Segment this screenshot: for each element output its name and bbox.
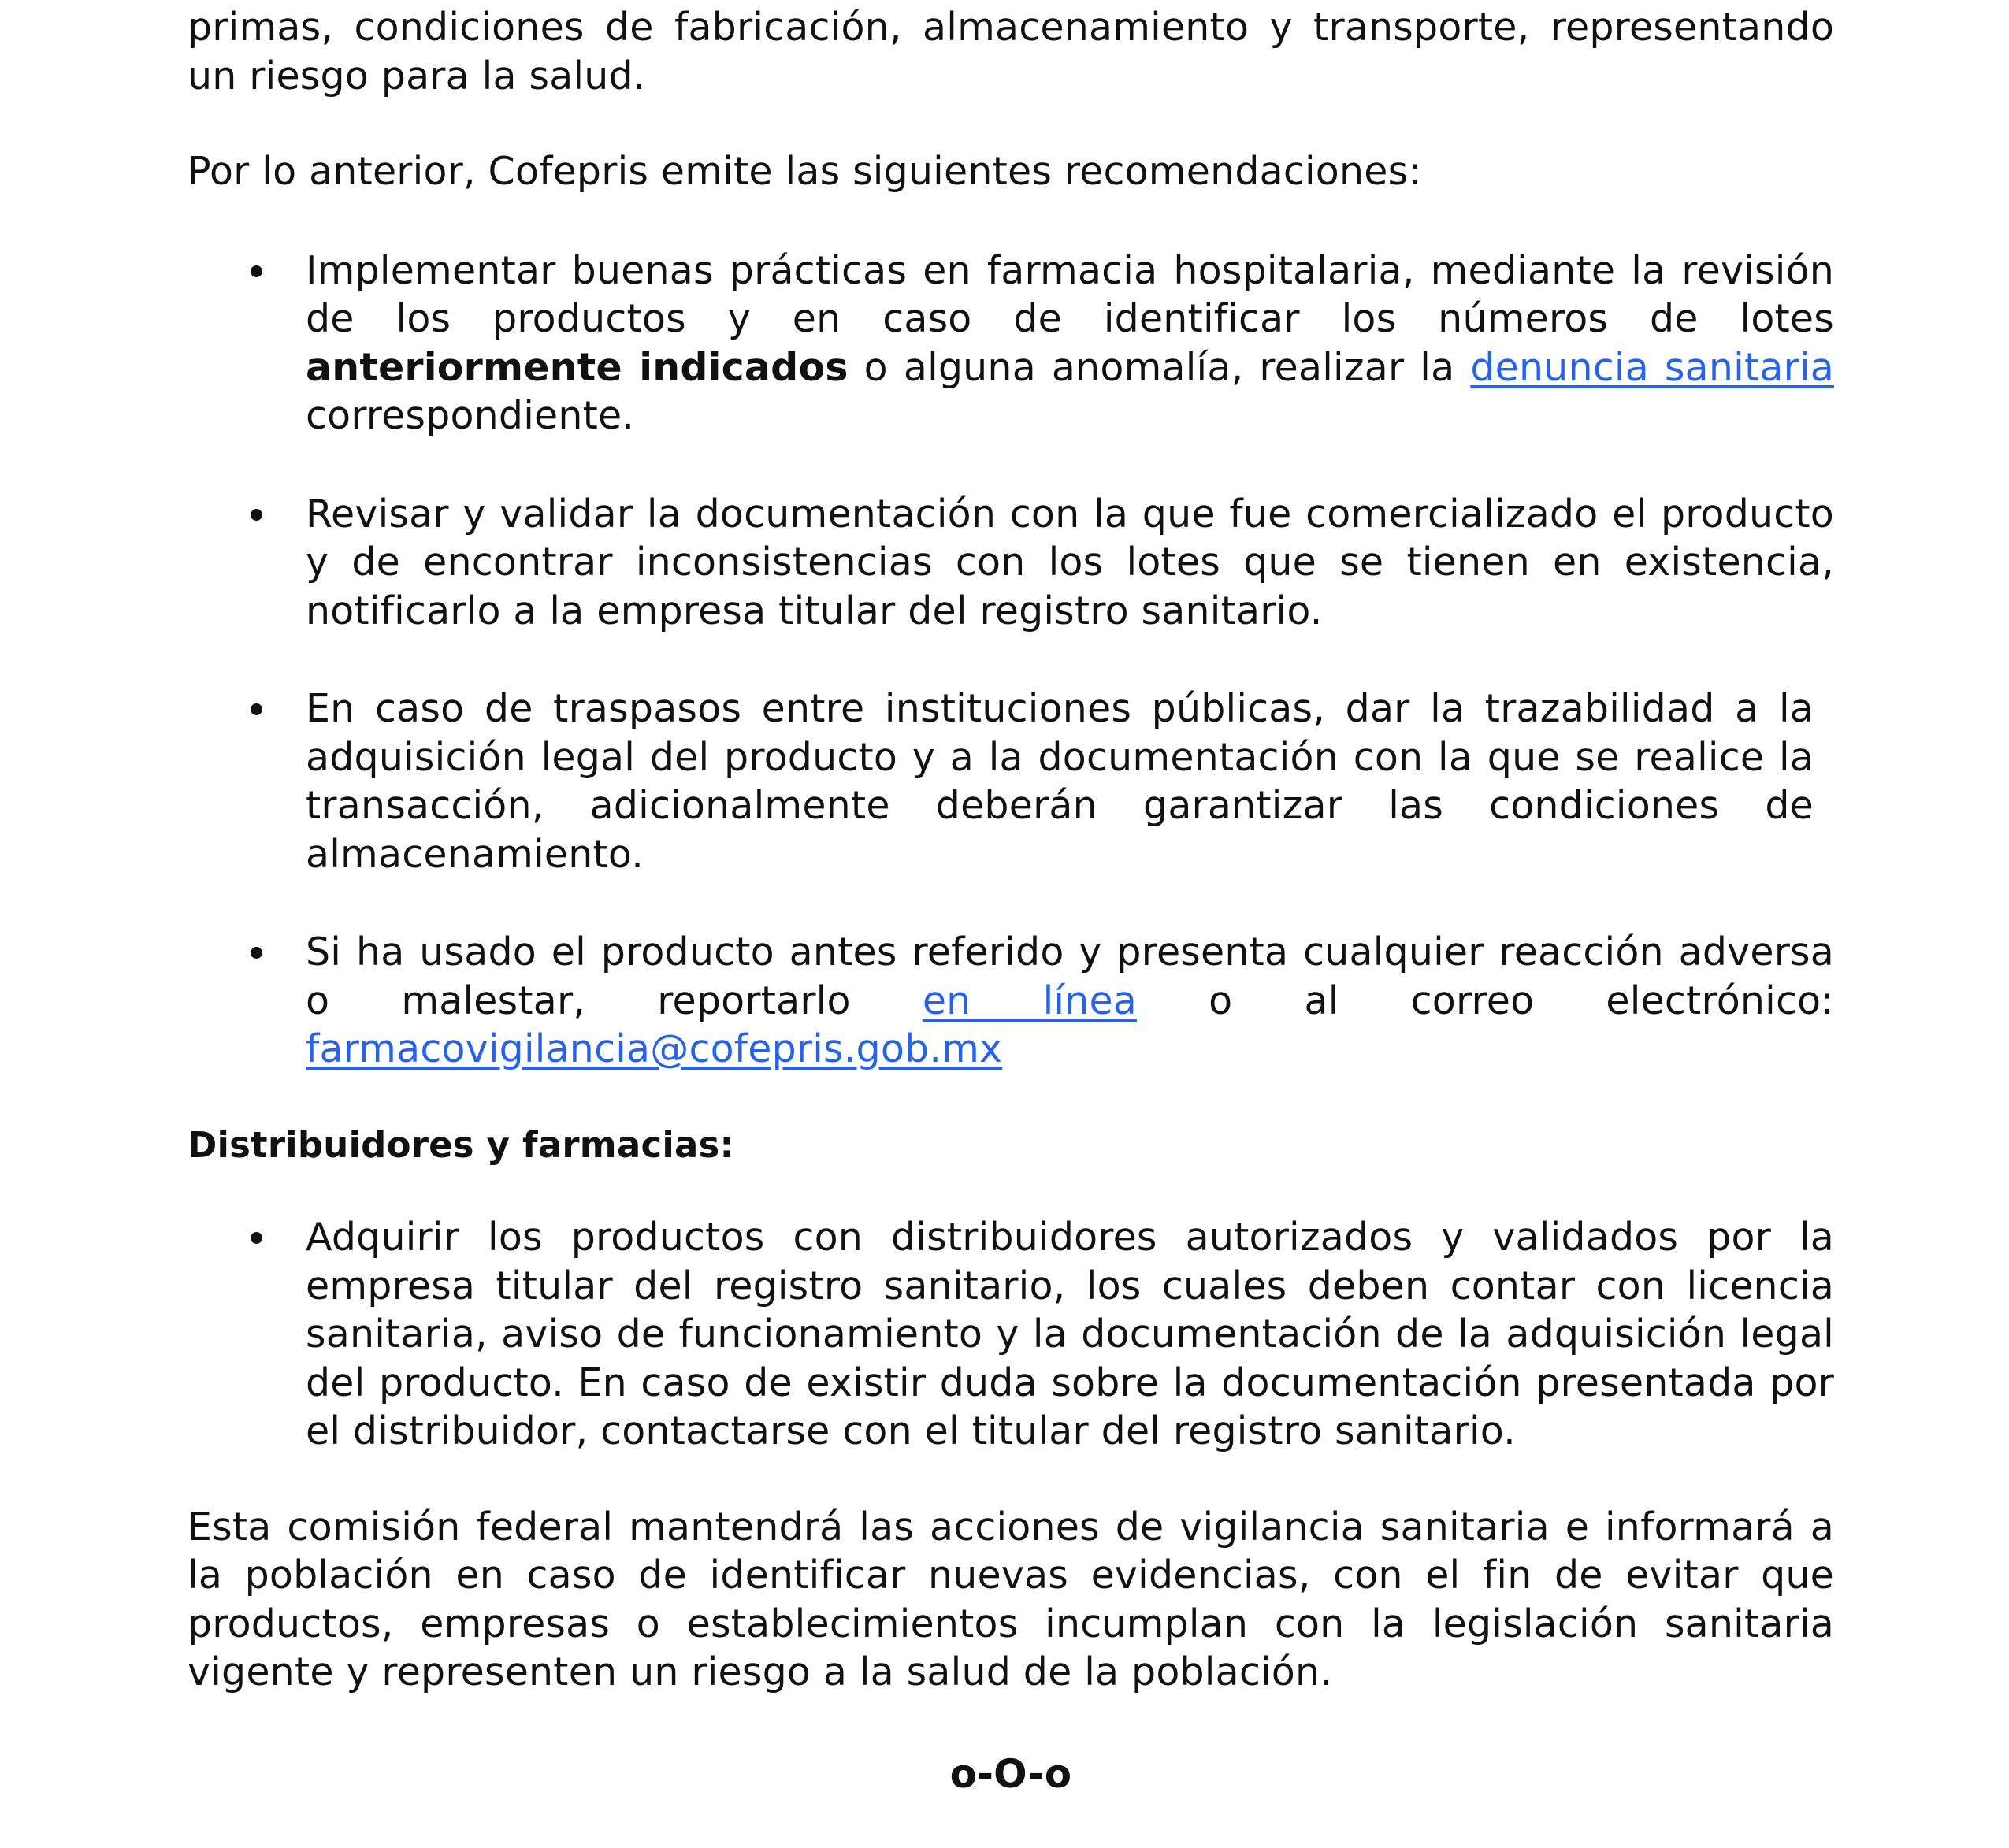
item-text: Revisar y validar la documentación con la que fue comercializado el producto y de encontrar inconsistencias con los lotes que se tienen en existencia, notificarlo a la empresa titular del registro sanitario. [306, 491, 1834, 633]
intro-paragraph: primas, condiciones de fabricación, almacenamiento y transporte, representando un riesgo para la salud. [188, 5, 1834, 98]
item-text: o al correo electrónico: [1137, 978, 1834, 1023]
bullet-icon [251, 1232, 262, 1244]
list-item [188, 490, 1834, 636]
en-linea-link[interactable]: en línea [922, 978, 1138, 1023]
section-heading: Distribuidores y farmacias: [188, 1123, 734, 1166]
section-separator: o-O-o [949, 1750, 1072, 1797]
list-item [188, 247, 1834, 440]
list-item [188, 1213, 1834, 1456]
item-text: Implementar buenas prácticas en farmacia hospitalaria, mediante la revisión de los productos y en caso de identificar los números de lotes [306, 247, 1834, 341]
document-page [188, 0, 1834, 1798]
bullet-icon [251, 947, 262, 959]
bullet-icon [251, 265, 262, 277]
email-link[interactable]: farmacovigilancia@cofepris.gob.mx [306, 1026, 1003, 1071]
distributor-recommendations-list [188, 1213, 1834, 1456]
bullet-icon [251, 703, 262, 715]
bold-emphasis: anteriormente indicados [306, 344, 849, 390]
recommendations-list [188, 247, 1834, 1074]
closing-paragraph: Esta comisión federal mantendrá las acciones de vigilancia sanitaria e informará a la población en caso de identificar nuevas evidencias, con el fin de evitar que productos, empresas o establecimientos incumplan con la legislación sanitaria vigente y representen un riesgo a la salud de la población. [188, 1504, 1834, 1694]
bullet-icon [251, 509, 262, 521]
item-text: Si ha usado el producto antes referido y presenta cualquier reacción adversa o malestar, reportarlo [306, 930, 1834, 1023]
item-text: En caso de traspasos entre instituciones públicas, dar la trazabilidad a la adquisición legal del producto y a la documentación con la que se realice la transacción, adicionalmente deberán garantizar las condiciones de almacenamiento. [306, 686, 1814, 877]
item-text: correspondiente. [306, 393, 635, 438]
item-text: o alguna anomalía, realizar la [848, 344, 1471, 390]
list-item [188, 685, 1834, 878]
denuncia-sanitaria-link[interactable]: denuncia sanitaria [1470, 344, 1834, 390]
item-text: Adquirir los productos con distribuidores autorizados y validados por la empresa titular del registro sanitario, los cuales deben contar con licencia sanitaria, aviso de funcionamiento y la documentación de la adquisición legal del producto. En caso de existir duda sobre la documentación presentada por el distribuidor, contactarse con el titular del registro sanitario. [306, 1215, 1834, 1453]
recommendations-lead: Por lo anterior, Cofepris emite las siguientes recomendaciones: [188, 149, 1422, 194]
list-item [188, 928, 1834, 1074]
